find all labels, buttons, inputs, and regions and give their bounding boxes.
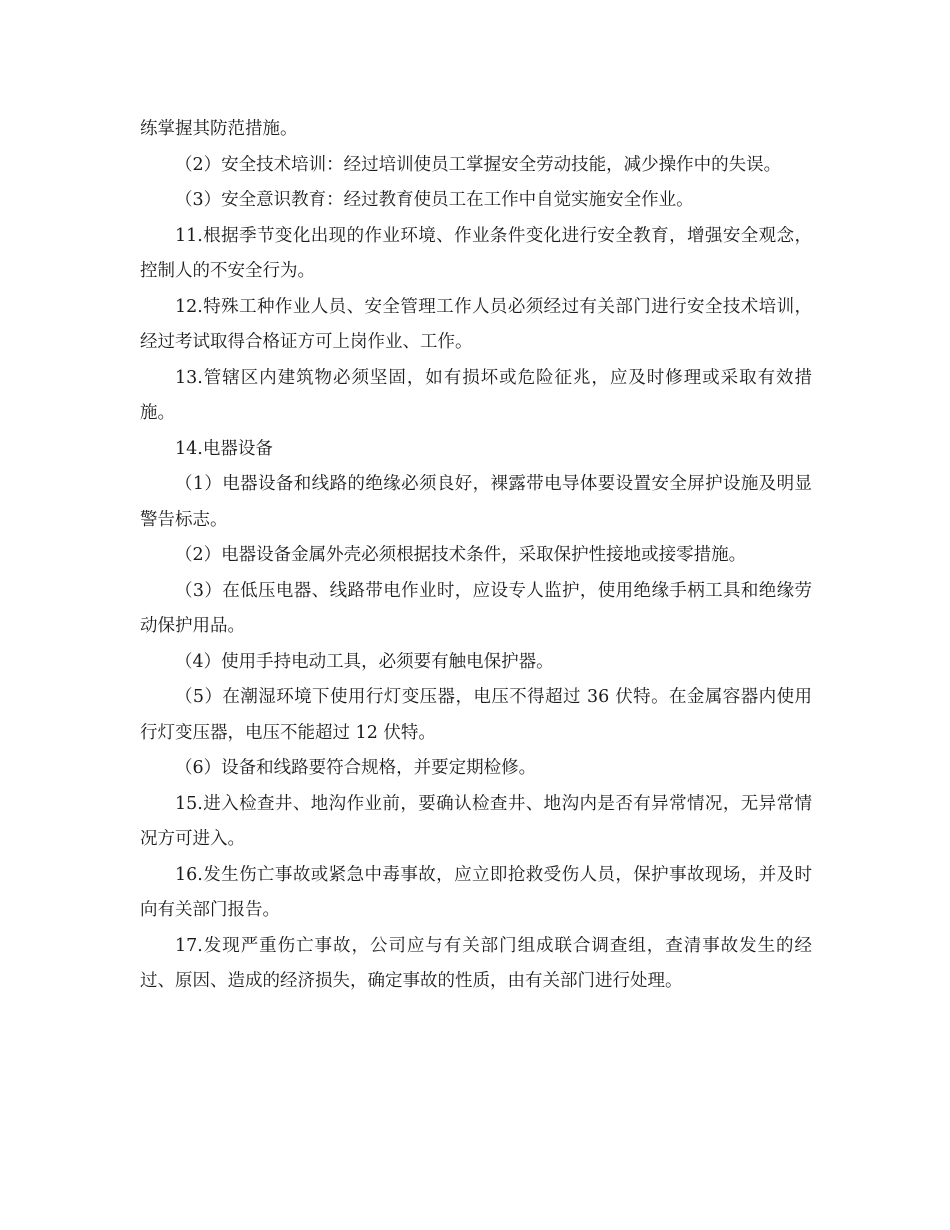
paragraph-sub-item: （5）在潮湿环境下使用行灯变压器，电压不得超过 36 伏特。在金属容器内使用行灯变压器，电压不能超过 12 伏特。 [140, 687, 812, 743]
paragraph-item-16: 16.发生伤亡事故或紧急中毒事故，应立即抢救受伤人员，保护事故现场，并及时向有关部门报告。 [140, 864, 812, 920]
paragraph-item-11: 11.根据季节变化出现的作业环境、作业条件变化进行安全教育，增强安全观念，控制人的不安全行为。 [140, 225, 812, 281]
paragraph-sub-item: （3）安全意识教育：经过教育使员工在工作中自觉实施安全作业。 [175, 190, 694, 210]
paragraph-sub-item: （1）电器设备和线路的绝缘必须良好，裸露带电导体要设置安全屏护设施及明显警告标志。 [140, 474, 812, 530]
paragraph-sub-item: （3）在低压电器、线路带电作业时，应设专人监护，使用绝缘手柄工具和绝缘劳动保护用品。 [140, 580, 812, 636]
paragraph-item-14-heading: 14.电器设备 [175, 438, 273, 459]
paragraph-sub-item: （2）电器设备金属外壳必须根据技术条件，采取保护性接地或接零措施。 [175, 545, 747, 565]
paragraph-sub-item: （2）安全技术培训：经过培训使员工掌握安全劳动技能，减少操作中的失误。 [175, 154, 782, 175]
paragraph-sub-item: （6）设备和线路要符合规格，并要定期检修。 [175, 758, 537, 778]
document-body [140, 112, 812, 1000]
paragraph-item-12: 12.特殊工种作业人员、安全管理工作人员必须经过有关部门进行安全技术培训，经过考试取得合格证方可上岗作业、工作。 [140, 296, 812, 352]
paragraph-item-15: 15.进入检查井、地沟作业前，要确认检查井、地沟内是否有异常情况，无异常情况方可进入。 [140, 793, 812, 849]
paragraph-item-17: 17.发现严重伤亡事故，公司应与有关部门组成联合调查组，查清事故发生的经过、原因、造成的经济损失，确定事故的性质，由有关部门进行处理。 [140, 935, 812, 991]
paragraph-sub-item: （4）使用手持电动工具，必须要有触电保护器。 [175, 651, 554, 672]
paragraph-item-13: 13.管辖区内建筑物必须坚固，如有损坏或危险征兆，应及时修理或采取有效措施。 [140, 367, 812, 423]
paragraph-continuation: 练掌握其防范措施。 [140, 119, 298, 139]
